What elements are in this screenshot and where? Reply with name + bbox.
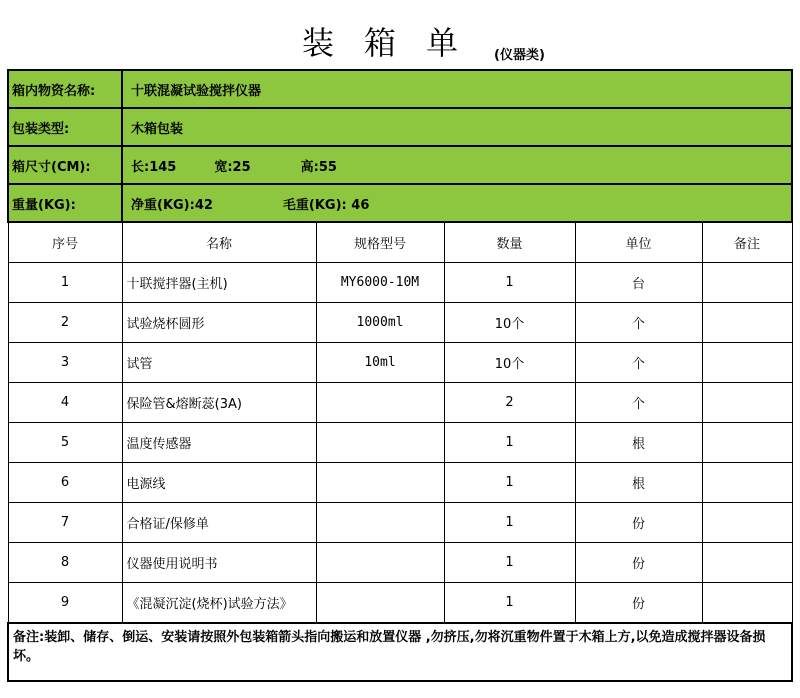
row-spec (316, 503, 444, 543)
row-name: 保险管&熔断蕊(3A) (122, 383, 316, 423)
row-spec (316, 463, 444, 503)
table-header-row (8, 222, 792, 263)
header-spec: 规格型号 (316, 222, 444, 263)
row-remark (702, 543, 792, 583)
package-row (8, 108, 792, 146)
row-no: 7 (8, 503, 122, 543)
row-unit: 个 (575, 383, 702, 423)
row-unit: 根 (575, 423, 702, 463)
row-no: 2 (8, 303, 122, 343)
row-unit: 份 (575, 583, 702, 624)
header-qty: 数量 (444, 222, 575, 263)
row-remark (702, 583, 792, 624)
size-row (8, 146, 792, 184)
row-unit: 份 (575, 503, 702, 543)
row-remark (702, 463, 792, 503)
row-qty: 1 (444, 543, 575, 583)
row-spec (316, 383, 444, 423)
row-qty: 10个 (444, 343, 575, 383)
table-row (8, 303, 792, 343)
row-qty: 10个 (444, 303, 575, 343)
row-spec: MY6000-10M (316, 263, 444, 303)
size-height: 高:55 (300, 159, 337, 175)
package-label: 包装类型: (8, 108, 122, 146)
row-unit: 份 (575, 543, 702, 583)
document-title: 装箱单 (302, 24, 489, 62)
document-header (0, 14, 800, 64)
contents-value: 十联混凝试验搅拌仪器 (122, 70, 792, 108)
contents-row (8, 70, 792, 108)
header-name: 名称 (122, 222, 316, 263)
row-no: 3 (8, 343, 122, 383)
table-row (8, 383, 792, 423)
size-length: 长:145 (131, 159, 177, 175)
row-unit: 个 (575, 343, 702, 383)
row-remark (702, 423, 792, 463)
row-name: 仪器使用说明书 (122, 543, 316, 583)
row-name: 十联搅拌器(主机) (122, 263, 316, 303)
weight-row (8, 184, 792, 222)
row-spec (316, 423, 444, 463)
table-row (8, 503, 792, 543)
row-spec: 10ml (316, 343, 444, 383)
row-no: 5 (8, 423, 122, 463)
contents-label: 箱内物资名称: (8, 70, 122, 108)
row-name: 试管 (122, 343, 316, 383)
table-row (8, 583, 792, 624)
row-spec (316, 543, 444, 583)
row-unit: 个 (575, 303, 702, 343)
header-unit: 单位 (575, 222, 702, 263)
note-text: 备注:装卸、储存、倒运、安装请按照外包装箱箭头指向搬运和放置仪器 ,勿挤压,勿将沉重物件置于木箱上方,以免造成搅拌器设备损坏。 (8, 623, 792, 681)
package-value: 木箱包装 (122, 108, 792, 146)
row-spec (316, 583, 444, 624)
row-remark (702, 303, 792, 343)
table-row (8, 263, 792, 303)
size-values (122, 146, 792, 184)
row-name: 电源线 (122, 463, 316, 503)
table-row (8, 343, 792, 383)
weight-label: 重量(KG): (8, 184, 122, 222)
table-row (8, 543, 792, 583)
row-qty: 1 (444, 423, 575, 463)
row-no: 6 (8, 463, 122, 503)
row-qty: 1 (444, 263, 575, 303)
row-name: 《混凝沉淀(烧杯)试验方法》 (122, 583, 316, 624)
row-name: 试验烧杯圆形 (122, 303, 316, 343)
row-no: 4 (8, 383, 122, 423)
row-name: 合格证/保修单 (122, 503, 316, 543)
row-remark (702, 343, 792, 383)
row-remark (702, 263, 792, 303)
row-qty: 2 (444, 383, 575, 423)
row-no: 8 (8, 543, 122, 583)
table-row (8, 463, 792, 503)
row-qty: 1 (444, 583, 575, 624)
header-no: 序号 (8, 222, 122, 263)
size-width: 宽:25 (214, 159, 251, 175)
table-row (8, 423, 792, 463)
packing-list-table (7, 69, 793, 682)
row-no: 9 (8, 583, 122, 624)
gross-weight: 毛重(KG): 46 (282, 197, 370, 213)
row-no: 1 (8, 263, 122, 303)
document-subtitle: (仪器类) (494, 48, 545, 63)
row-qty: 1 (444, 503, 575, 543)
row-unit: 根 (575, 463, 702, 503)
row-qty: 1 (444, 463, 575, 503)
header-remark: 备注 (702, 222, 792, 263)
row-unit: 台 (575, 263, 702, 303)
row-remark (702, 383, 792, 423)
row-spec: 1000ml (316, 303, 444, 343)
net-weight: 净重(KG):42 (131, 197, 213, 213)
row-name: 温度传感器 (122, 423, 316, 463)
size-label: 箱尺寸(CM): (8, 146, 122, 184)
row-remark (702, 503, 792, 543)
note-row (8, 623, 792, 681)
weight-values (122, 184, 792, 222)
